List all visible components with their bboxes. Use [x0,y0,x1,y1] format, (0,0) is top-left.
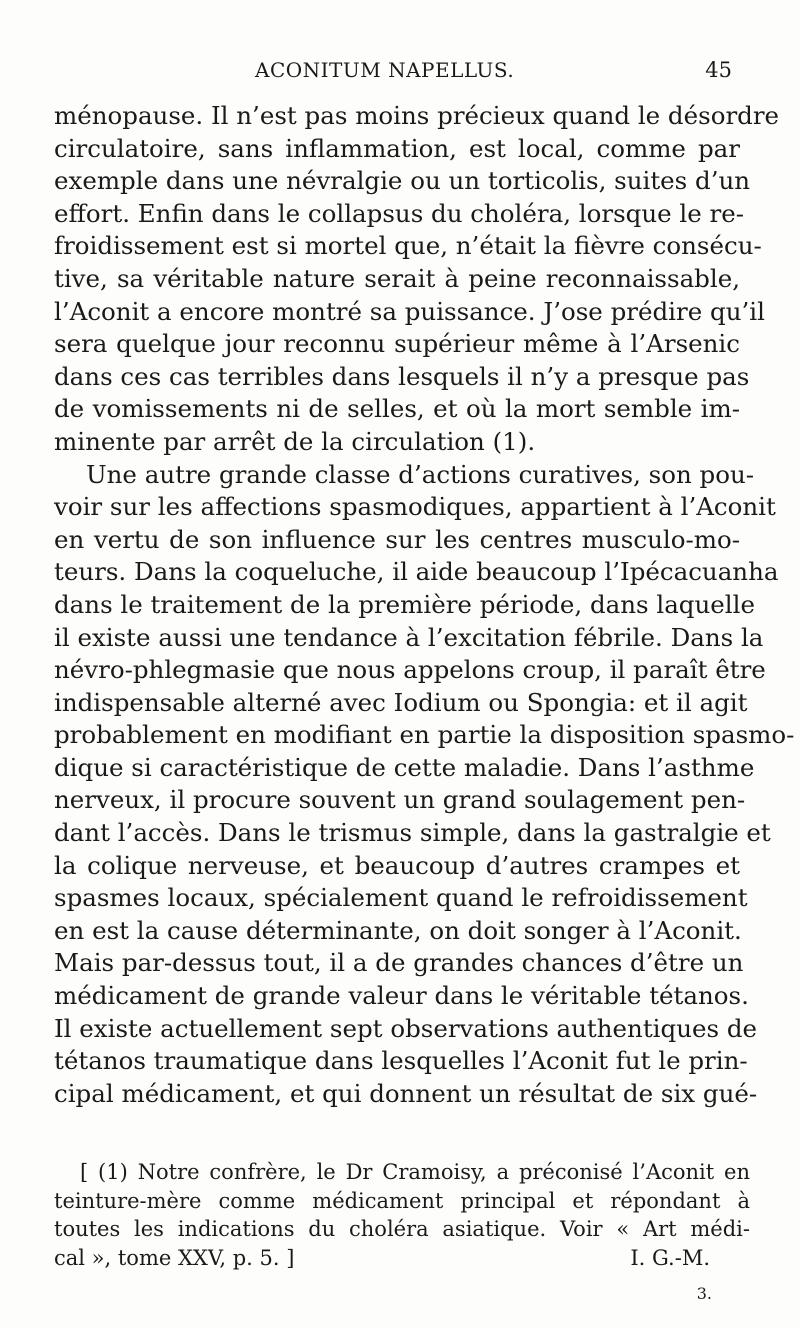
text-line: exemple dans une névralgie ou un torticolis, suites d’un [54,166,751,196]
footnote-line: toutes les indications du choléra asiatique. Voir « Art médi- [54,1217,750,1242]
paragraph-end-line: minente par arrêt de la circulation (1). [54,426,536,456]
footnote-line: teinture-mère comme médicament principal et répondant à [54,1188,750,1213]
text-line: indispensable alterné avec Iodium ou Spongia: et il agit [54,687,748,717]
text-line: voir sur les affections spasmodiques, appartient à l’Aconit [54,492,776,522]
text-line: cipal médicament, et qui donnent un résultat de six gué- [54,1078,758,1108]
running-title: ACONITUM NAPELLUS. [255,58,515,82]
footnote [54,1158,750,1272]
text-line: la colique nerveuse, et beaucoup d’autres crampes et [54,850,740,880]
text-line: tétanos traumatique dans lesquelles l’Aconit fut le prin- [54,1046,748,1076]
text-line: spasmes locaux, spécialement quand le refroidissement [54,883,748,913]
text-line: dans le traitement de la première période, dans laquelle [54,589,755,619]
text-line: nerveux, il procure souvent un grand soulagement pen- [54,785,746,815]
text-line: l’Aconit a encore montré sa puissance. J’ose prédire qu’il [54,296,765,326]
page-number: 45 [705,58,732,82]
text-line: dant l’accès. Dans le trismus simple, dans la gastralgie et [54,818,771,848]
text-line: dique si caractéristique de cette maladie. Dans l’asthme [54,752,755,782]
text-line: médicament de grande valeur dans le véritable tétanos. [54,981,749,1011]
text-line: ménopause. Il n’est pas moins précieux quand le désordre [54,101,780,130]
body-text [54,100,795,1110]
text-line: probablement en modifiant en partie la disposition spasmo- [54,720,795,750]
footnote-signature: I. G.-M. [630,1245,710,1270]
text-line: sera quelque jour reconnu supérieur même à l’Arsenic [54,329,740,359]
footnote-line: [ (1) Notre confrère, le Dr Cramoisy, a préconisé l’Aconit en [80,1160,750,1184]
text-line: effort. Enfin dans le collapsus du choléra, lorsque le re- [54,198,745,228]
paragraph-start-line: Une autre grande classe d’actions curatives, son pou- [86,459,755,489]
text-line: dans ces cas terribles dans lesquels il n’y a presque pas [54,361,750,391]
text-line: il existe aussi une tendance à l’excitation fébrile. Dans la [54,622,764,652]
text-line: de vomissements ni de selles, et où la mort semble im- [54,394,740,424]
text-line: en vertu de son influence sur les centres musculo-mo- [54,524,740,554]
text-line: névro-phlegmasie que nous appelons croup, il paraît être [54,655,766,685]
text-line: en est la cause déterminante, on doit songer à l’Aconit. [54,915,742,945]
sheet-mark: 3. [696,1284,712,1303]
running-head [0,58,800,88]
text-line: tive, sa véritable nature serait à peine reconnaissable, [54,263,740,293]
text-line: Il existe actuellement sept observations authentiques de [54,1013,758,1043]
footnote-last-line [54,1244,750,1273]
text-line: teurs. Dans la coqueluche, il aide beaucoup l’Ipécacuanha [54,557,779,587]
text-line: Mais par-dessus tout, il a de grandes chances d’être un [54,948,744,978]
text-line: circulatoire, sans inflammation, est local, comme par [54,133,740,163]
text-line: froidissement est si mortel que, n’était la fièvre consécu- [54,231,762,261]
footnote-line: cal », tome XXV, p. 5. ] [54,1245,295,1270]
